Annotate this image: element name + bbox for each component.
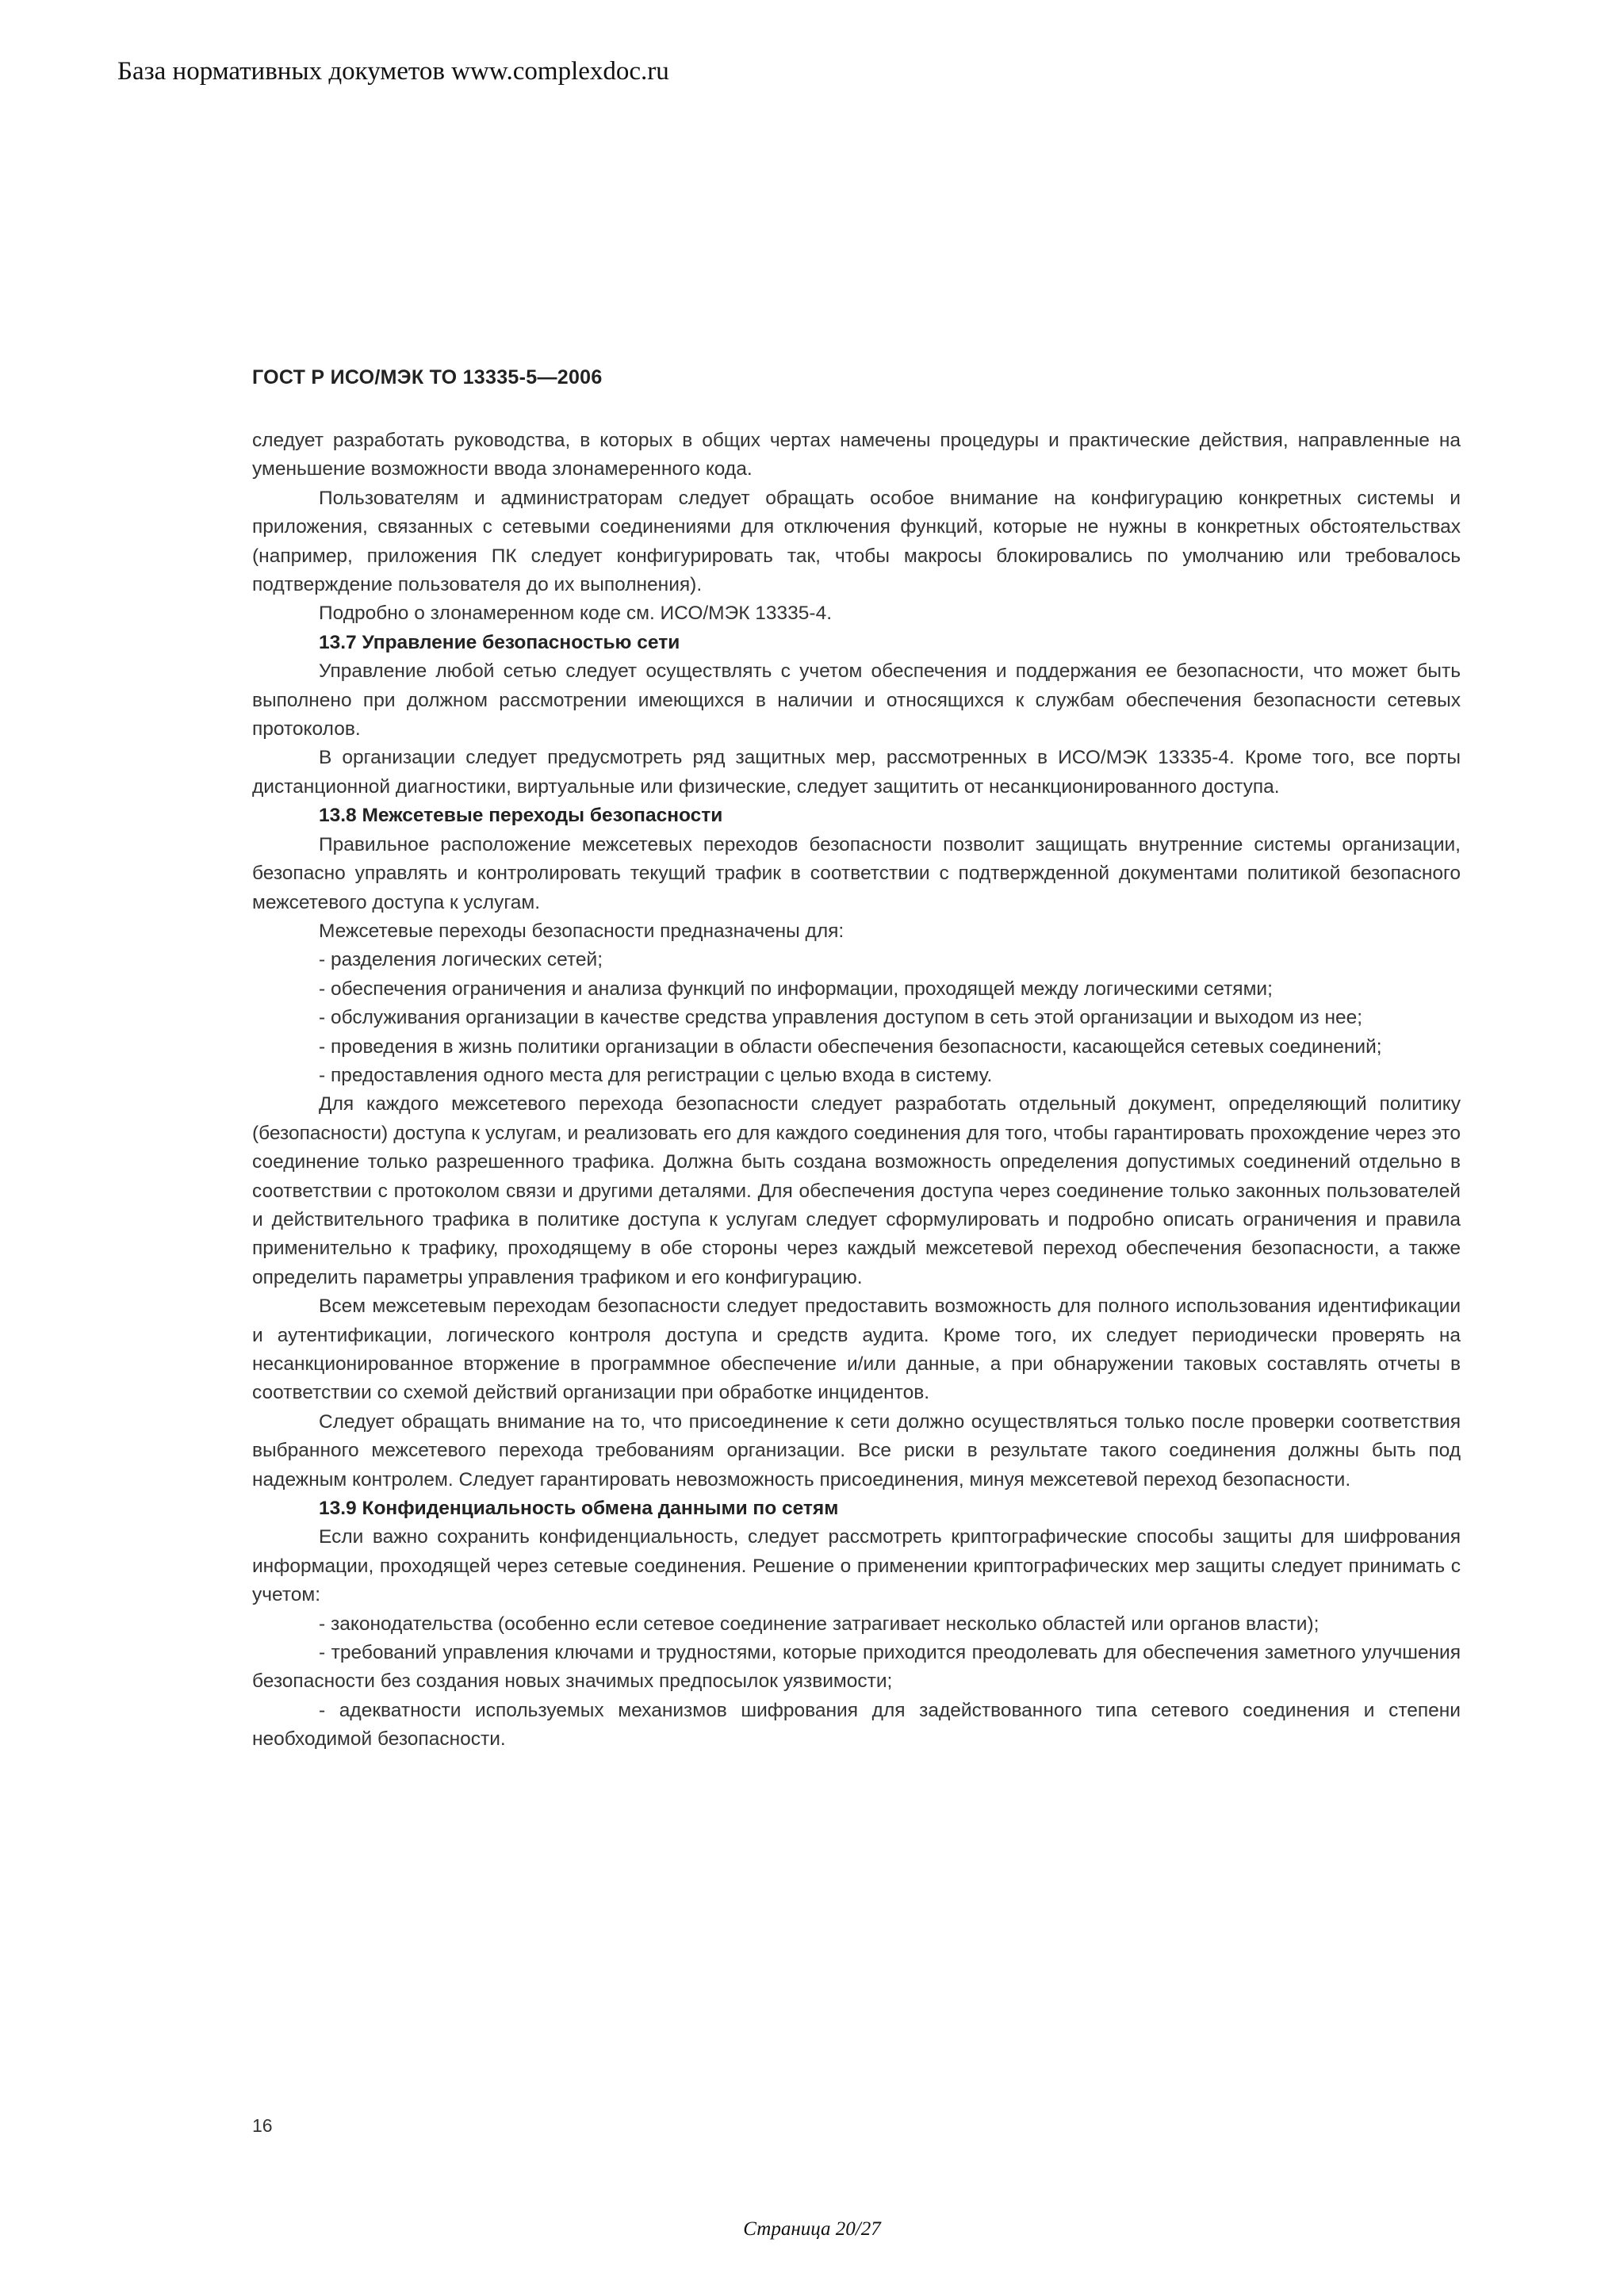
paragraph: Подробно о злонамеренном коде см. ИСО/МЭК 13335-4. [319, 603, 833, 625]
paragraph: Пользователям и администраторам следует обращать особое внимание на конфигурацию конкретных системы и приложения, связанных с сетевыми соединениями для отключения функций, которые не нужны в конкретных обстоятельствах (например, приложения ПК следует конфигурировать так, чтобы макросы блокировались по умолчанию или требовалось подтверждение пользователя до их выполнения). [252, 487, 1461, 596]
paragraph: Правильное расположение межсетевых переходов безопасности позволит защищать внутренние системы организации, безопасно управлять и контролировать текущий трафик в соответствии с подтвержденной документами политикой безопасного межсетевого доступа к услугам. [252, 833, 1461, 913]
list-item: - обслуживания организации в качестве средства управления доступом в сеть этой организации и выходом из нее; [319, 1007, 1363, 1029]
paragraph: Если важно сохранить конфиденциальность, следует рассмотреть криптографические способы защиты для шифрования информации, проходящей через сетевые соединения. Решение о применении криптографических мер защиты следует принимать с учетом: [252, 1526, 1461, 1606]
list-item: - проведения в жизнь политики организации в области обеспечения безопасности, касающейся сетевых соединений; [319, 1035, 1382, 1058]
paragraph: Управление любой сетью следует осуществлять с учетом обеспечения и поддержания ее безопасности, что может быть выполнено при должном рассмотрении имеющихся в наличии и относящихся к службам обеспечения безопасности сетевых протоколов. [252, 660, 1461, 740]
section-heading-13-8: 13.8 Межсетевые переходы безопасности [319, 805, 723, 827]
section-heading-13-7: 13.7 Управление безопасностью сети [319, 631, 680, 653]
document-body [252, 427, 1461, 1755]
list-item: - разделения логических сетей; [319, 949, 603, 971]
list-item: - предоставления одного места для регистрации с целью входа в систему. [319, 1064, 993, 1086]
page-footer: Страница 20/27 [743, 2218, 881, 2240]
site-header: База нормативных докуметов www.complexdoc.ru [117, 57, 669, 86]
paragraph: В организации следует предусмотреть ряд защитных мер, рассмотренных в ИСО/МЭК 13335-4. Кроме того, все порты дистанционной диагностики, виртуальные или физические, следует защитить от несанкционированного доступа. [252, 747, 1461, 798]
document-code: ГОСТ Р ИСО/МЭК ТО 13335-5—2006 [252, 366, 603, 388]
list-item: - требований управления ключами и трудностями, которые приходится преодолевать для обеспечения заметного улучшения безопасности без создания новых значимых предпосылок уязвимости; [252, 1642, 1461, 1693]
paragraph: следует разработать руководства, в которых в общих чертах намечены процедуры и практические действия, направленные на уменьшение возможности ввода злонамеренного кода. [252, 430, 1461, 480]
paragraph: Всем межсетевым переходам безопасности следует предоставить возможность для полного использования идентификации и аутентификации, логического контроля доступа и средств аудита. Кроме того, их следует периодически проверять на несанкционированное вторжение в программное обеспечение и/или данные, а при обнаружении таковых составлять отчеты в соответствии со схемой действий организации при обработке инцидентов. [252, 1295, 1461, 1404]
list-item: - законодательства (особенно если сетевое соединение затрагивает несколько областей или органов власти); [319, 1613, 1320, 1635]
list-item: - обеспечения ограничения и анализа функций по информации, проходящей между логическими сетями; [319, 978, 1273, 1000]
paragraph: Межсетевые переходы безопасности предназначены для: [319, 920, 845, 942]
paragraph: Для каждого межсетевого перехода безопасности следует разработать отдельный документ, определяющий политику (безопасности) доступа к услугам, и реализовать его для каждого соединения для того, чтобы гарантировать прохождение через это соединение только разрешенного трафика. Должна быть создана возможность определения допустимых соединений отдельно в соответствии с протоколом связи и другими деталями. Для обеспечения доступа через соединение только законных пользователей и действительного трафика в политике доступа к услугам следует сформулировать и подробно описать ограничения и правила применительно к трафику, проходящему в обе стороны через каждый межсетевой переход обеспечения безопасности, а также определить параметры управления трафиком и его конфигурацию. [252, 1093, 1461, 1288]
page-number: 16 [252, 2115, 273, 2136]
section-heading-13-9: 13.9 Конфиденциальность обмена данными по сетям [319, 1498, 839, 1520]
paragraph: Следует обращать внимание на то, что присоединение к сети должно осуществляться только после проверки соответствия выбранного межсетевого перехода требованиям организации. Все риски в результате такого соединения должны быть под надежным контролем. Следует гарантировать невозможность присоединения, минуя межсетевой переход безопасности. [252, 1410, 1461, 1490]
list-item: - адекватности используемых механизмов шифрования для задействованного типа сетевого соединения и степени необходимой безопасности. [252, 1699, 1461, 1751]
